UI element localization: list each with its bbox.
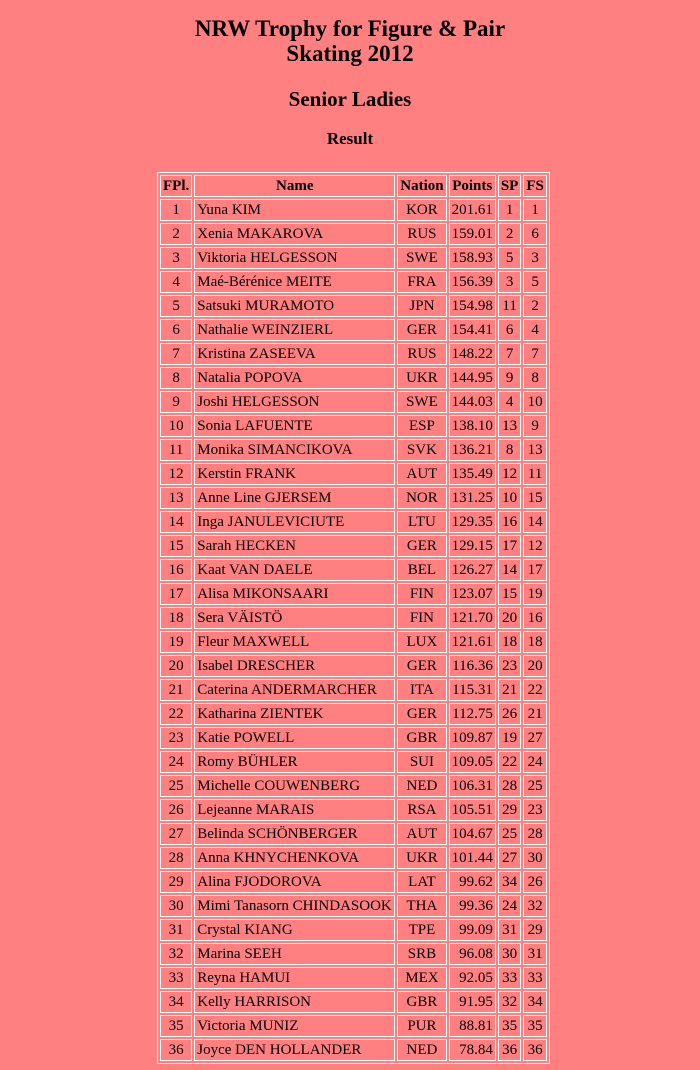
cell-sp-rank: 20 xyxy=(498,607,522,629)
cell-place: 10 xyxy=(160,415,192,437)
table-row xyxy=(160,487,547,509)
cell-nation: NED xyxy=(397,1039,446,1061)
cell-fs-rank: 16 xyxy=(523,607,547,629)
cell-nation: SUI xyxy=(397,751,446,773)
cell-points: 105.51 xyxy=(449,799,496,821)
table-row xyxy=(160,751,547,773)
cell-nation: SWE xyxy=(397,391,446,413)
cell-sp-rank: 27 xyxy=(498,847,522,869)
page-title-line-2: Skating 2012 xyxy=(286,41,414,66)
table-row xyxy=(160,943,547,965)
cell-place: 2 xyxy=(160,223,192,245)
cell-skater-name: Monika SIMANCIKOVA xyxy=(194,439,395,461)
cell-points: 138.10 xyxy=(449,415,496,437)
cell-points: 112.75 xyxy=(449,703,496,725)
cell-sp-rank: 17 xyxy=(498,535,522,557)
cell-place: 4 xyxy=(160,271,192,293)
cell-fs-rank: 2 xyxy=(523,295,547,317)
cell-place: 35 xyxy=(160,1015,192,1037)
cell-skater-name: Lejeanne MARAIS xyxy=(194,799,395,821)
cell-skater-name: Xenia MAKAROVA xyxy=(194,223,395,245)
cell-fs-rank: 25 xyxy=(523,775,547,797)
column-header-sp: SP xyxy=(498,175,522,197)
cell-nation: RSA xyxy=(397,799,446,821)
cell-skater-name: Kelly HARRISON xyxy=(194,991,395,1013)
cell-fs-rank: 33 xyxy=(523,967,547,989)
cell-nation: BEL xyxy=(397,559,446,581)
table-row xyxy=(160,895,547,917)
cell-points: 123.07 xyxy=(449,583,496,605)
cell-sp-rank: 15 xyxy=(498,583,522,605)
cell-skater-name: Michelle COUWENBERG xyxy=(194,775,395,797)
cell-sp-rank: 22 xyxy=(498,751,522,773)
table-row xyxy=(160,559,547,581)
cell-nation: SVK xyxy=(397,439,446,461)
cell-nation: AUT xyxy=(397,823,446,845)
column-header-name: Name xyxy=(194,175,395,197)
table-row xyxy=(160,271,547,293)
cell-fs-rank: 35 xyxy=(523,1015,547,1037)
table-row xyxy=(160,247,547,269)
cell-skater-name: Romy BÜHLER xyxy=(194,751,395,773)
table-row xyxy=(160,295,547,317)
cell-skater-name: Victoria MUNIZ xyxy=(194,1015,395,1037)
table-row xyxy=(160,1015,547,1037)
cell-points: 92.05 xyxy=(449,967,496,989)
cell-sp-rank: 28 xyxy=(498,775,522,797)
cell-skater-name: Yuna KIM xyxy=(194,199,395,221)
cell-sp-rank: 26 xyxy=(498,703,522,725)
cell-place: 22 xyxy=(160,703,192,725)
cell-place: 12 xyxy=(160,463,192,485)
cell-nation: PUR xyxy=(397,1015,446,1037)
cell-place: 7 xyxy=(160,343,192,365)
cell-nation: FIN xyxy=(397,607,446,629)
cell-points: 99.09 xyxy=(449,919,496,941)
cell-place: 20 xyxy=(160,655,192,677)
cell-skater-name: Viktoria HELGESSON xyxy=(194,247,395,269)
cell-sp-rank: 30 xyxy=(498,943,522,965)
page-title xyxy=(0,0,700,66)
cell-sp-rank: 35 xyxy=(498,1015,522,1037)
cell-points: 135.49 xyxy=(449,463,496,485)
cell-fs-rank: 1 xyxy=(523,199,547,221)
cell-nation: TPE xyxy=(397,919,446,941)
table-row xyxy=(160,799,547,821)
table-row xyxy=(160,1039,547,1061)
cell-nation: GER xyxy=(397,535,446,557)
cell-points: 91.95 xyxy=(449,991,496,1013)
table-row xyxy=(160,991,547,1013)
cell-skater-name: Anne Line GJERSEM xyxy=(194,487,395,509)
cell-sp-rank: 34 xyxy=(498,871,522,893)
column-header-nation: Nation xyxy=(397,175,446,197)
cell-fs-rank: 21 xyxy=(523,703,547,725)
cell-skater-name: Katie POWELL xyxy=(194,727,395,749)
cell-skater-name: Alina FJODOROVA xyxy=(194,871,395,893)
table-row xyxy=(160,511,547,533)
table-row xyxy=(160,199,547,221)
cell-points: 115.31 xyxy=(449,679,496,701)
cell-nation: GER xyxy=(397,655,446,677)
cell-fs-rank: 14 xyxy=(523,511,547,533)
cell-skater-name: Alisa MIKONSAARI xyxy=(194,583,395,605)
cell-fs-rank: 9 xyxy=(523,415,547,437)
cell-nation: GBR xyxy=(397,727,446,749)
cell-place: 21 xyxy=(160,679,192,701)
cell-nation: RUS xyxy=(397,343,446,365)
cell-place: 36 xyxy=(160,1039,192,1061)
cell-points: 96.08 xyxy=(449,943,496,965)
cell-nation: SWE xyxy=(397,247,446,269)
table-row xyxy=(160,535,547,557)
cell-fs-rank: 23 xyxy=(523,799,547,821)
cell-skater-name: Katharina ZIENTEK xyxy=(194,703,395,725)
table-row xyxy=(160,583,547,605)
table-row xyxy=(160,655,547,677)
cell-nation: LUX xyxy=(397,631,446,653)
cell-place: 32 xyxy=(160,943,192,965)
table-row xyxy=(160,223,547,245)
table-row xyxy=(160,919,547,941)
cell-points: 101.44 xyxy=(449,847,496,869)
cell-sp-rank: 23 xyxy=(498,655,522,677)
cell-points: 121.70 xyxy=(449,607,496,629)
cell-sp-rank: 4 xyxy=(498,391,522,413)
cell-skater-name: Belinda SCHÖNBERGER xyxy=(194,823,395,845)
cell-skater-name: Caterina ANDERMARCHER xyxy=(194,679,395,701)
page-title-line-1: NRW Trophy for Figure & Pair xyxy=(194,16,506,41)
cell-skater-name: Joyce DEN HOLLANDER xyxy=(194,1039,395,1061)
table-row xyxy=(160,847,547,869)
cell-points: 158.93 xyxy=(449,247,496,269)
cell-place: 13 xyxy=(160,487,192,509)
table-row xyxy=(160,367,547,389)
cell-points: 148.22 xyxy=(449,343,496,365)
cell-place: 31 xyxy=(160,919,192,941)
cell-points: 129.15 xyxy=(449,535,496,557)
table-row xyxy=(160,415,547,437)
cell-nation: RUS xyxy=(397,223,446,245)
column-header-fs: FS xyxy=(523,175,547,197)
cell-points: 126.27 xyxy=(449,559,496,581)
cell-fs-rank: 32 xyxy=(523,895,547,917)
table-row xyxy=(160,343,547,365)
cell-fs-rank: 10 xyxy=(523,391,547,413)
cell-sp-rank: 13 xyxy=(498,415,522,437)
cell-skater-name: Kaat VAN DAELE xyxy=(194,559,395,581)
cell-sp-rank: 1 xyxy=(498,199,522,221)
cell-nation: SRB xyxy=(397,943,446,965)
cell-place: 8 xyxy=(160,367,192,389)
cell-fs-rank: 19 xyxy=(523,583,547,605)
column-header-points: Points xyxy=(449,175,496,197)
cell-nation: GER xyxy=(397,703,446,725)
cell-sp-rank: 9 xyxy=(498,367,522,389)
section-heading: Result xyxy=(326,129,374,148)
cell-points: 131.25 xyxy=(449,487,496,509)
cell-skater-name: Kerstin FRANK xyxy=(194,463,395,485)
cell-skater-name: Satsuki MURAMOTO xyxy=(194,295,395,317)
cell-skater-name: Kristina ZASEEVA xyxy=(194,343,395,365)
cell-place: 34 xyxy=(160,991,192,1013)
cell-sp-rank: 36 xyxy=(498,1039,522,1061)
cell-place: 5 xyxy=(160,295,192,317)
cell-fs-rank: 12 xyxy=(523,535,547,557)
cell-nation: ITA xyxy=(397,679,446,701)
cell-nation: AUT xyxy=(397,463,446,485)
cell-fs-rank: 34 xyxy=(523,991,547,1013)
cell-place: 23 xyxy=(160,727,192,749)
cell-place: 27 xyxy=(160,823,192,845)
cell-skater-name: Maé-Bérénice MEITE xyxy=(194,271,395,293)
cell-points: 109.05 xyxy=(449,751,496,773)
cell-points: 154.41 xyxy=(449,319,496,341)
cell-points: 129.35 xyxy=(449,511,496,533)
cell-sp-rank: 32 xyxy=(498,991,522,1013)
table-row xyxy=(160,319,547,341)
cell-place: 1 xyxy=(160,199,192,221)
cell-place: 18 xyxy=(160,607,192,629)
cell-nation: FIN xyxy=(397,583,446,605)
cell-fs-rank: 26 xyxy=(523,871,547,893)
cell-sp-rank: 2 xyxy=(498,223,522,245)
cell-points: 154.98 xyxy=(449,295,496,317)
cell-nation: ESP xyxy=(397,415,446,437)
cell-fs-rank: 27 xyxy=(523,727,547,749)
cell-skater-name: Natalia POPOVA xyxy=(194,367,395,389)
cell-points: 156.39 xyxy=(449,271,496,293)
table-row xyxy=(160,823,547,845)
cell-points: 121.61 xyxy=(449,631,496,653)
cell-nation: UKR xyxy=(397,367,446,389)
cell-fs-rank: 7 xyxy=(523,343,547,365)
cell-skater-name: Joshi HELGESSON xyxy=(194,391,395,413)
cell-place: 19 xyxy=(160,631,192,653)
cell-fs-rank: 4 xyxy=(523,319,547,341)
cell-sp-rank: 25 xyxy=(498,823,522,845)
cell-place: 28 xyxy=(160,847,192,869)
cell-place: 17 xyxy=(160,583,192,605)
cell-fs-rank: 24 xyxy=(523,751,547,773)
cell-fs-rank: 13 xyxy=(523,439,547,461)
cell-skater-name: Anna KHNYCHENKOVA xyxy=(194,847,395,869)
cell-fs-rank: 20 xyxy=(523,655,547,677)
results-table xyxy=(157,172,550,1064)
cell-place: 24 xyxy=(160,751,192,773)
cell-nation: MEX xyxy=(397,967,446,989)
cell-fs-rank: 5 xyxy=(523,271,547,293)
cell-sp-rank: 11 xyxy=(498,295,522,317)
cell-skater-name: Mimi Tanasorn CHINDASOOK xyxy=(194,895,395,917)
cell-sp-rank: 29 xyxy=(498,799,522,821)
results-header-row xyxy=(160,175,547,197)
cell-points: 106.31 xyxy=(449,775,496,797)
cell-fs-rank: 6 xyxy=(523,223,547,245)
cell-nation: UKR xyxy=(397,847,446,869)
cell-place: 25 xyxy=(160,775,192,797)
table-row xyxy=(160,703,547,725)
cell-skater-name: Crystal KIANG xyxy=(194,919,395,941)
cell-points: 104.67 xyxy=(449,823,496,845)
cell-sp-rank: 6 xyxy=(498,319,522,341)
cell-skater-name: Reyna HAMUI xyxy=(194,967,395,989)
cell-sp-rank: 33 xyxy=(498,967,522,989)
cell-sp-rank: 3 xyxy=(498,271,522,293)
table-row xyxy=(160,967,547,989)
table-row xyxy=(160,631,547,653)
cell-skater-name: Isabel DRESCHER xyxy=(194,655,395,677)
cell-skater-name: Sera VÄISTÖ xyxy=(194,607,395,629)
cell-nation: GBR xyxy=(397,991,446,1013)
cell-fs-rank: 30 xyxy=(523,847,547,869)
cell-points: 136.21 xyxy=(449,439,496,461)
cell-nation: LAT xyxy=(397,871,446,893)
table-row xyxy=(160,679,547,701)
cell-sp-rank: 8 xyxy=(498,439,522,461)
cell-points: 99.36 xyxy=(449,895,496,917)
cell-sp-rank: 18 xyxy=(498,631,522,653)
cell-sp-rank: 19 xyxy=(498,727,522,749)
cell-place: 6 xyxy=(160,319,192,341)
cell-skater-name: Sarah HECKEN xyxy=(194,535,395,557)
category-heading: Senior Ladies xyxy=(288,87,412,111)
cell-place: 14 xyxy=(160,511,192,533)
cell-fs-rank: 36 xyxy=(523,1039,547,1061)
cell-place: 16 xyxy=(160,559,192,581)
cell-fs-rank: 8 xyxy=(523,367,547,389)
table-row xyxy=(160,607,547,629)
cell-sp-rank: 7 xyxy=(498,343,522,365)
table-row xyxy=(160,463,547,485)
cell-points: 88.81 xyxy=(449,1015,496,1037)
cell-nation: NED xyxy=(397,775,446,797)
cell-skater-name: Sonia LAFUENTE xyxy=(194,415,395,437)
cell-nation: THA xyxy=(397,895,446,917)
cell-sp-rank: 24 xyxy=(498,895,522,917)
cell-fs-rank: 31 xyxy=(523,943,547,965)
cell-nation: NOR xyxy=(397,487,446,509)
cell-sp-rank: 16 xyxy=(498,511,522,533)
table-row xyxy=(160,871,547,893)
cell-place: 33 xyxy=(160,967,192,989)
cell-fs-rank: 17 xyxy=(523,559,547,581)
results-body xyxy=(160,199,547,1061)
cell-points: 99.62 xyxy=(449,871,496,893)
cell-points: 78.84 xyxy=(449,1039,496,1061)
cell-skater-name: Fleur MAXWELL xyxy=(194,631,395,653)
cell-sp-rank: 31 xyxy=(498,919,522,941)
cell-place: 9 xyxy=(160,391,192,413)
cell-points: 159.01 xyxy=(449,223,496,245)
cell-fs-rank: 3 xyxy=(523,247,547,269)
cell-sp-rank: 10 xyxy=(498,487,522,509)
cell-nation: JPN xyxy=(397,295,446,317)
cell-fs-rank: 28 xyxy=(523,823,547,845)
table-row xyxy=(160,391,547,413)
cell-skater-name: Inga JANULEVICIUTE xyxy=(194,511,395,533)
table-row xyxy=(160,727,547,749)
cell-place: 11 xyxy=(160,439,192,461)
cell-points: 109.87 xyxy=(449,727,496,749)
cell-fs-rank: 18 xyxy=(523,631,547,653)
cell-nation: FRA xyxy=(397,271,446,293)
table-row xyxy=(160,775,547,797)
cell-skater-name: Nathalie WEINZIERL xyxy=(194,319,395,341)
cell-nation: LTU xyxy=(397,511,446,533)
cell-place: 3 xyxy=(160,247,192,269)
cell-points: 144.03 xyxy=(449,391,496,413)
cell-fs-rank: 29 xyxy=(523,919,547,941)
cell-nation: GER xyxy=(397,319,446,341)
cell-sp-rank: 5 xyxy=(498,247,522,269)
cell-skater-name: Marina SEEH xyxy=(194,943,395,965)
cell-points: 144.95 xyxy=(449,367,496,389)
cell-points: 201.61 xyxy=(449,199,496,221)
cell-sp-rank: 21 xyxy=(498,679,522,701)
cell-sp-rank: 14 xyxy=(498,559,522,581)
cell-place: 26 xyxy=(160,799,192,821)
cell-fs-rank: 15 xyxy=(523,487,547,509)
cell-place: 29 xyxy=(160,871,192,893)
cell-nation: KOR xyxy=(397,199,446,221)
cell-fs-rank: 22 xyxy=(523,679,547,701)
cell-sp-rank: 12 xyxy=(498,463,522,485)
cell-points: 116.36 xyxy=(449,655,496,677)
cell-fs-rank: 11 xyxy=(523,463,547,485)
column-header-fpl: FPl. xyxy=(160,175,192,197)
cell-place: 15 xyxy=(160,535,192,557)
cell-place: 30 xyxy=(160,895,192,917)
table-row xyxy=(160,439,547,461)
